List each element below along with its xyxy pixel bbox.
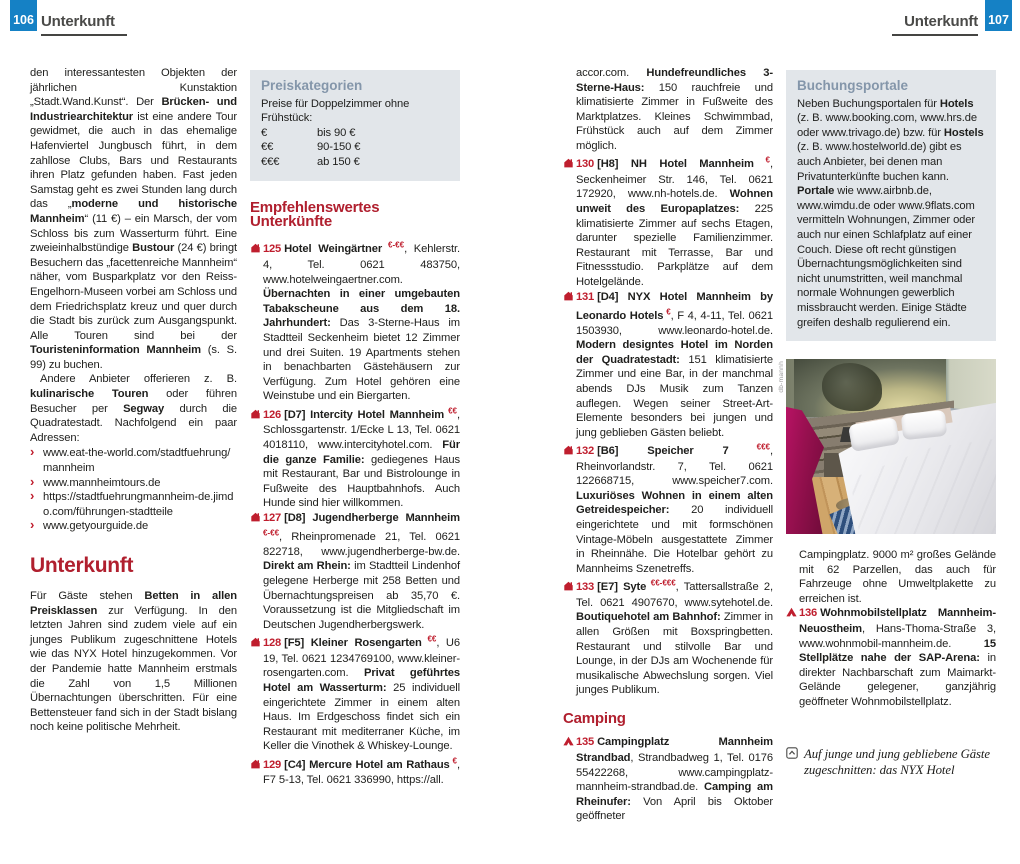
providers-paragraph: Andere Anbieter offerieren z. B. kulinarische Touren oder führen Besucher per Segway durch die Quadratestadt. Nachfolgend ein paar Adressen: [30,373,237,444]
hotel-listing-128 [250,632,460,753]
box-title: Preiskategorien [261,78,363,93]
hotel-listing-132 [563,440,773,576]
list-item [30,446,237,475]
column-1 [30,66,237,735]
hotel-icon [563,445,576,460]
tours-paragraph: den interessantesten Objekten der jährlichen Kunstaktion „Stadt.Wand.Kunst“. Der Brücken- und Industriearchitektur ist eine andere Tour gewidmet, die auch in das ehemalige Hafenviertel Jungbusch führt, in dem zahllose Clubs, Bars und Restaurants ihren Platz gefunden haben. Fast jeden Samstag geht es zwei Stunden lang durch das „moderne und historische Mannheim“ (11 €) – ein Marsch, der vom Schloss bis zum Wasserturm führt. Eine zweieinhalbstündige Bustour (24 €) bringt Besuchern das „facettenreiche Mannheim“ näher, vom Busparkplatz vor den Reiss-Engelhorn-Museen vorbei am Schloss und dem Friedrichsplatz kreuz und quer durch die Stadt bis zurück zum Ausgangspunkt. Alle Touren sind bei der Touristeninformation Mannheim (s. S. 99) zu buchen. [30,67,238,371]
listing-text: [H8] NH Hotel Mannheim €, Seckenheimer Str. 146, Tel. 0621 172920, www.nh-hotels.de. Wohnen unweit des Europaplatzes: 225 klimatisierte Zimmer auf sechs Etagen, darunter spezielle Familienzimmer. Restaurant mit Terrasse, Bar und Fitnessstudio. Parkplätze auf dem Hotelgelände. [576,155,774,289]
list-item [30,490,237,519]
section-heading-unterkunft: Unterkunft [30,554,134,577]
hotel-listing-131 [563,290,773,441]
hotel-listing-130 [563,154,773,290]
sub-heading-camping: Camping [563,709,626,727]
tour-links-list [30,446,237,534]
listing-text: [D7] Intercity Hotel Mannheim €€, Schlossgartenstr. 1/Ecke L 13, Tel. 0621 4018110, www.intercityhotel.com. Für die ganze Familie: gediegenes Haus mit Restaurant, Bar und Bistrolounge in Fußweite des Hauptbahnhofs. Auch Hunde sind hier willkommen. [263,406,460,510]
photo-pillow [901,410,947,440]
price-categories-box [250,70,460,181]
hotel-icon [250,759,263,774]
price-box-intro: Preise für Doppelzimmer ohne Frühstück: [261,97,410,125]
listing-number: 128 [263,637,282,650]
running-head-right: Unterkunft [904,13,978,30]
listing-number: 133 [576,581,595,594]
price-row: €€€ ab 150 € [261,155,360,168]
hotel-listing-127 [250,511,460,632]
hotel-room-photo-wrap [778,359,996,534]
listing-text: [B6] Speicher 7 €€€, Rheinvorlandstr. 7, Tel. 0621 122668715, www.speicher7.com. Luxuriöses Wohnen in einem alten Getreidespeicher: 20 individuell eingerichtete und mit formschönen Vintage-Möbeln ausgestattete Zimmer in Rheinnähe. Die Hotelbar gehört zu Mannheims Szenetreffs. [576,442,774,575]
hotel-icon [563,291,576,306]
hotel-listing-129-continuation: accor.com. Hundefreundliches 3-Sterne-Haus: 150 rauchfreie und klimatisierte Zimmer in Fußweite des Marktplatzes. Kleines Schwimmbad, Frühstück auch auf dem Zimmer möglich. [576,67,773,152]
listing-text: [E7] Syte €€-€€€, Tattersallstraße 2, Tel. 0621 4907670, www.sytehotel.de. Boutiquehotel am Bahnhof: Zimmer in allen Größen mit Boxspringbetten. Restaurant und stilvolle Bar und Lounge, in der DJs am Wochenende für musikalische Abwechslung sorgen. Viel junges Publikum. [576,578,773,697]
listing-number: 130 [576,158,595,171]
listing-text: [F5] Kleiner Rosengarten €€, U6 19, Tel. 0621 1234769100, www.kleiner-rosengarten.com. Privat geführtes Hotel am Wasserturm: 25 individuell eingerichtete Zimmer in einem alten Haus. Im Erdgeschoss findet sich ein Restaurant mit mediterraner Küche, im Keller die Vinothek & Whiskey-Lounge. [263,634,461,753]
hotel-icon [563,581,576,596]
listing-text: Hotel Weingärtner €-€€, Kehlerstr. 4, Tel. 0621 483750, www.hotelweingaertner.com. Übernachten in einer umgebauten Tabakscheune aus dem 18. Jahrhundert: Das 3-Sterne-Haus im Stadtteil Seckenheim bietet 12 Zimmer und drei Suiten. 19 Apartments stehen in benachbarten Gästehäusern zur Verfügung. Zum Hotel gehören eine Weinstube und ein Biergarten. [263,240,460,403]
box-title: Buchungsportale [797,78,909,93]
listing-number: 131 [576,290,595,303]
listing-text: [C4] Mercure Hotel am Rathaus €, F7 5-13, Tel. 0621 336990, https://all. [263,755,461,787]
camping-listing-135-continuation: Campingplatz. 9000 m² großes Gelände mit 62 Parzellen, das auch für Fahrzeuge ohne Umweltplakette zu erreichen ist. [799,549,996,605]
hotel-icon [250,637,263,652]
running-head-left: Unterkunft [41,13,115,30]
hotel-icon [250,512,263,527]
hotel-listing-125 [250,239,460,404]
hotel-listing-129 [250,754,460,788]
list-item [30,473,237,491]
link-text: https://stadtfuehrungmannheim-de.jimdo.com/führungen-stadtteile [43,491,234,518]
listing-text: Campingplatz Mannheim Strandbad, Strandbadweg 1, Tel. 0176 55422268, www.campingplatz-mannheim-strandbad.de. Camping am Rheinufer: Von April bis Oktober geöffneter [576,736,774,823]
hotel-listing-133 [563,576,773,697]
tent-icon [786,607,799,622]
page-number-badge-left: 106 [10,0,37,31]
chevron-right-icon: › [30,488,35,504]
booking-portals-text: Neben Buchungsportalen für Hotels (z. B. www.booking.com, www.hrs.de oder www.trivago.de) bzw. für Hostels (z. B. www.hostelworld.de) gibt es auch Anbieter, bei denen man Privatunterkünfte buchen kann. Portale wie www.airbnb.de, www.wimdu.de oder www.9flats.com vermitteln Wohnungen, Zimmer oder auch nur einen Schlafplatz auf einer Couch. Diese oft recht günstigen Übernachtungsmöglichkeiten sind nicht unumstritten, weil manchmal normale Wohnungen gewerblich missbraucht werden. Einige Städte greifen deshalb regulierend ein. [797,97,984,329]
listing-number: 135 [576,736,595,749]
link-text: www.getyourguide.de [43,520,149,533]
chevron-right-icon: › [30,444,35,460]
photo-reference-icon [786,747,798,778]
caption-text: Auf junge und jung gebliebene Gäste zugeschnitten: das NYX Hotel [804,746,990,777]
listing-text: Wohnmobilstellplatz Mannheim-Neuostheim, Hans-Thoma-Straße 3, www.wohnmobil-mannheim.de. 15 Stellplätze nahe der SAP-Arena: in direkter Nachbarschaft zum Maimarkt-Gelände gelegener, ganzjährig geöffneter Wohnmobilstellplatz. [799,607,996,709]
column-4 [778,70,996,778]
link-text: www.mannheimtours.de [43,476,161,489]
tent-icon [563,736,576,751]
listing-number: 125 [263,243,282,256]
price-row: € bis 90 € [261,126,356,139]
listing-number: 127 [263,511,282,524]
listing-number: 136 [799,607,818,620]
listing-text: [D8] Jugendherberge Mannheim €-€€, Rheinpromenade 21, Tel. 0621 822718, www.jugendherberge-bw.de. Direkt am Rhein: im Stadtteil Lindenhof gelegene Herberge mit 258 Betten und Übernachtungspreisen ab 35,70 €. Voraussetzung ist die Mitgliedschaft im Deutschen Jugendherbergswerk. [263,511,460,631]
hotel-icon [250,409,263,424]
link-text: www.eat-the-world.com/stadtfuehrung/mannheim [43,447,231,475]
listing-number: 126 [263,408,282,421]
listing-text: [D4] NYX Hotel Mannheim by Leonardo Hotels €, F 4, 4-11, Tel. 0621 1503930, www.leonardo-hotel.de. Modern designtes Hotel im Norden der Quadratestadt: 151 klimatisierte Zimmer und eine Bar, in der manchmal abends DJs Musik zum Tanzen auflegen. Wegen seiner Street-Art-Elemente besonders bei jungen und jung geblieben Gästen beliebt. [576,290,774,439]
booking-portals-box [786,70,996,341]
photo-caption [786,746,996,778]
list-item [30,519,237,534]
camping-listing-136 [786,606,996,709]
running-head-rule-left [41,34,127,36]
hotel-listing-126 [250,404,460,511]
hotel-room-photo [786,359,996,534]
page-number-badge-right: 107 [985,0,1012,31]
chevron-right-icon: › [30,517,35,533]
price-row: €€ 90-150 € [261,141,361,154]
hotel-icon [250,243,263,258]
chevron-right-icon: › [30,473,35,489]
accommodation-intro-paragraph: Für Gäste stehen Betten in allen Preisklassen zur Verfügung. In den letzten Jahren sind zudem viele auf ein junges Publikum zugeschnittene Hotels wie das NYX Hotel hinzugekommen. Vor der Pandemie hatte Mannheim erstmals die Zahl von 1,5 Millionen Übernachtungen überschritten. Für eine Bettensteuer fand sich in der Stadt bislang noch keine politische Mehrheit. [30,590,237,734]
listing-number: 132 [576,445,595,458]
photo-credit: db-mannh [778,361,785,393]
sub-heading-recommended: Empfehlenswertes Unterkünfte [250,198,380,231]
listing-number: 129 [263,758,282,771]
hotel-icon [563,158,576,173]
camping-listing-135 [563,735,773,824]
column-2 [250,70,460,788]
running-head-rule-right [892,34,978,36]
column-3 [563,66,773,824]
